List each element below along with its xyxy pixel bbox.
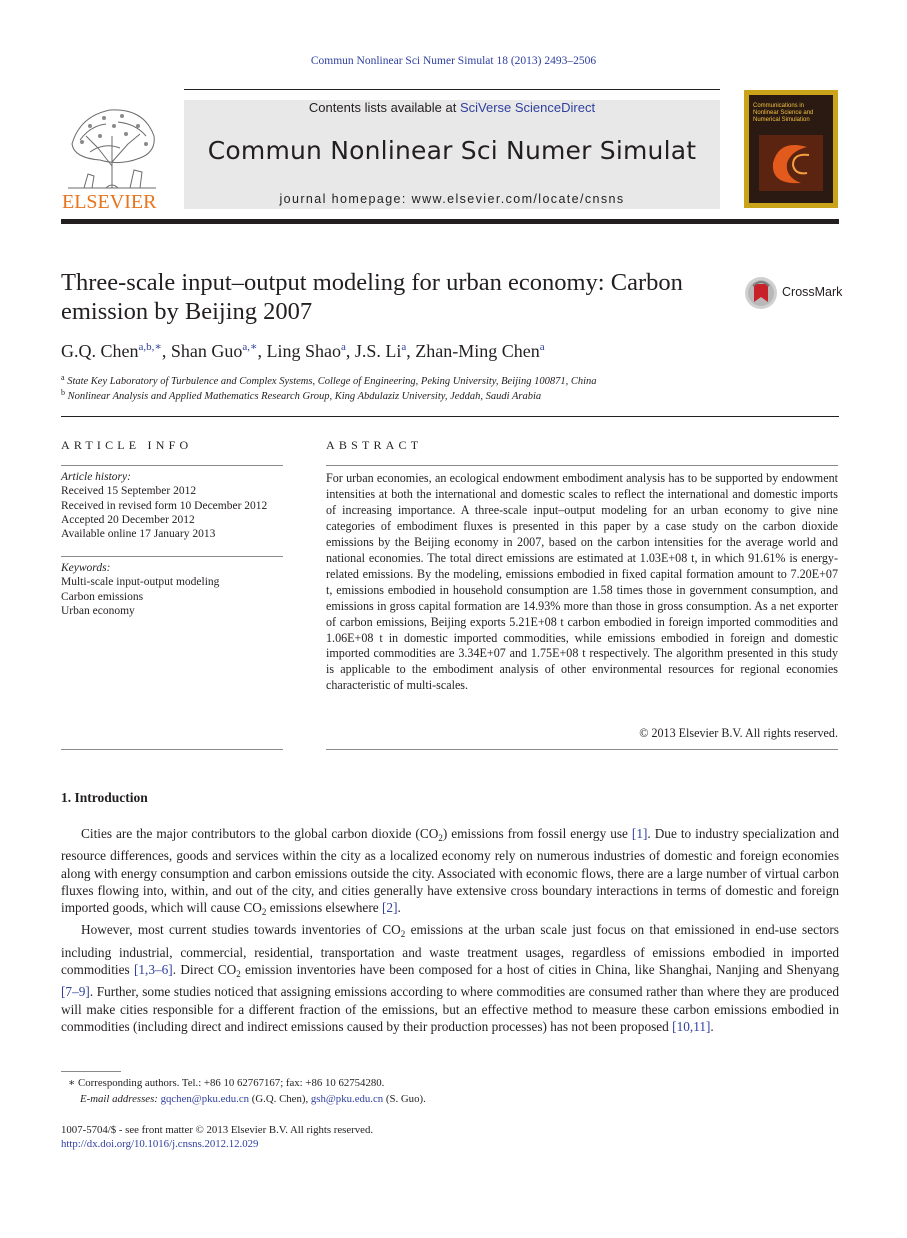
footnote-issn: 1007-5704/$ - see front matter © 2013 Elsevier B.V. All rights reserved. <box>61 1124 374 1136</box>
text-run: Cities are the major contributors to the global carbon dioxide (CO <box>81 826 439 841</box>
journal-title: Commun Nonlinear Sci Numer Simulat <box>207 136 697 165</box>
elsevier-logo[interactable] <box>60 96 164 210</box>
affiliation-marker: b <box>61 388 65 397</box>
crossmark-label[interactable]: CrossMark <box>782 285 843 299</box>
text-run: . Direct CO <box>172 962 237 978</box>
author-list: G.Q. Chen$^{a,b,∗}$, Shan Guo$^{a,∗}$, Ling Shao$^a$, J.S. Li$^a$, Zhan-Ming Chen$^a$ <box>61 341 545 361</box>
author-name: G.Q. Chen <box>61 341 139 361</box>
text-run: . Further, some studies noticed that assigning emissions according to where commodities are consumed rather than where they are produced will make cities responsible for a different fraction of the emissions, but an effective method to measure these carbon emissions embodied in commodities (including direct and indirect emissions caused by their production processes) has not been proposed <box>61 984 839 1034</box>
author-affil-ref[interactable]: a <box>340 341 346 353</box>
abstract-heading: ABSTRACT <box>326 438 423 452</box>
author-name: Shan Guo <box>170 341 243 361</box>
contents-prefix: Contents lists available at <box>308 100 460 115</box>
keywords <box>61 561 291 618</box>
header-top-rule <box>184 89 720 90</box>
affiliation-rule <box>61 416 839 417</box>
text-run: However, most current studies towards inventories of CO <box>81 922 401 938</box>
text-run: . <box>397 900 401 916</box>
subscript: 2 <box>261 907 267 918</box>
text-run: ) emissions from fossil energy use <box>442 826 632 841</box>
text-run: . Due to industry specialization and resource differences, goods and services within the city as a localized economy rely on numerous industries of domestic and foreign economies along with energy consumption and carbon emissions outside the city. Associated with economic flows, there are a large number of virtual carbon fluxes flowing into, within, and out of the city, and cities generally have extensive cross boundary interactions in terms of domestic and foreign imported goods, which will cause CO <box>61 826 839 916</box>
author-affil-ref[interactable]: a,b,∗ <box>138 341 162 353</box>
subscript: 2 <box>438 833 443 843</box>
affiliation-b <box>61 388 541 402</box>
intro-paragraph-1 <box>61 825 839 921</box>
keywords-label: Keywords: <box>61 562 111 574</box>
journal-cover-art <box>749 95 833 203</box>
author-affil-ref[interactable]: a <box>539 341 545 353</box>
keyword-item: Multi-scale input-output modeling <box>61 576 220 589</box>
abstract-copyright: © 2013 Elsevier B.V. All rights reserved. <box>639 726 838 740</box>
email-owner: (G.Q. Chen), <box>249 1093 311 1105</box>
subscript: 2 <box>400 929 406 940</box>
history-revised: Received in revised form 10 December 2012 <box>61 499 268 512</box>
author-affil-ref[interactable]: a <box>401 341 407 353</box>
abstract-rule <box>326 465 838 466</box>
text-run: emissions elsewhere <box>266 900 382 916</box>
email-label: E-mail addresses: <box>80 1093 161 1105</box>
email-link[interactable]: gqchen@pku.edu.cn <box>160 1093 250 1105</box>
cover-title: Communications in Nonlinear Science and Numerical Simulation <box>753 103 814 123</box>
article-title: Three-scale input–output modeling for urban economy: Carbon emission by Beijing 2007 <box>61 269 683 325</box>
text-run: emission inventories have been composed for a host of cities in China, like Shanghai, Nanjing and Shenyang <box>240 962 839 978</box>
footnote-corresponding: ∗ Corresponding authors. Tel.: +86 10 62767167; fax: +86 10 62754280. <box>68 1077 385 1089</box>
cover-swirl-icon <box>749 129 833 199</box>
reference-link[interactable]: [1] <box>631 826 648 841</box>
affiliation-text: Nonlinear Analysis and Applied Mathematics Research Group, King Abdulaziz University, Jeddah, Saudi Arabia <box>67 391 542 402</box>
footnote-emails <box>80 1091 426 1107</box>
header-thick-rule <box>61 219 839 224</box>
keyword-item: Carbon emissions <box>61 590 144 603</box>
sciencedirect-link[interactable]: SciVerse ScienceDirect <box>459 100 596 115</box>
abstract-text: For urban economies, an ecological endowment embodiment analysis has to be supported by endowment intensities at both the international and domestic scales to reflect the international and domestic imports of increasing importance. A three-scale input–output modeling for an urban economy to give nine categories of embodiment fluxes is presented in this paper by a case study on the carbon dioxide emissions by the Beijing economy in 2007, based on the carbon intensities for the average world and national economies. The total direct emissions are estimated at 1.03E+08 t, in which 91.61% is energy-related emissions. By the modeling, emissions embodied in fixed capital formation amount to 7.20E+07 t, emissions embodied in household consumption are 1.58 times those in government consumption, and emissions in gross capital formation are 14.93% more than those in gross consumption. As a net exporter of carbon emissions, Beijing exports 5.21E+08 t carbon embodied in foreign imported commodities and 1.06E+08 t in domestic imported commodities, while emissions embodied in foreign and domestic imported commodities are 3.34E+07 and 1.75E+08 t respectively. The algorithm presented in this study is applicable to the embodiment analysis of other environmental resources for regional economies characteristic of multi-scales. <box>326 471 838 693</box>
history-accepted: Accepted 20 December 2012 <box>61 513 195 526</box>
intro-body <box>61 825 839 1035</box>
article-info-bottom-rule <box>61 749 283 750</box>
author-name: J.S. Li <box>354 341 402 361</box>
contents-line <box>184 100 720 115</box>
history-received: Received 15 September 2012 <box>61 485 197 498</box>
author-name: Zhan-Ming Chen <box>415 341 540 361</box>
intro-paragraph-2 <box>61 921 839 1035</box>
text-run: emissions at the urban scale just focus on that emissioned in end-use sectors including industrial, commercial, residential, transportation and waste treatment usages, regardless of emissions embodied in imported commodities <box>61 922 839 978</box>
text-run: . <box>710 1018 714 1034</box>
abstract-bottom-rule <box>326 749 838 750</box>
author-name: Ling Shao <box>266 341 341 361</box>
elsevier-wordmark: ELSEVIER <box>62 191 157 210</box>
journal-homepage[interactable]: journal homepage: www.elsevier.com/locate/cnsns <box>279 192 625 206</box>
subscript: 2 <box>236 969 241 980</box>
keyword-item: Urban economy <box>61 604 135 617</box>
affiliation-text: State Key Laboratory of Turbulence and Complex Systems, College of Engineering, Peking University, Beijing 100871, China <box>67 376 597 387</box>
reference-link[interactable]: [1,3–6] <box>133 962 173 978</box>
history-label: Article history: <box>61 471 131 483</box>
crossmark-icon[interactable] <box>744 276 780 312</box>
history-online: Available online 17 January 2013 <box>61 528 216 541</box>
footnote-rule <box>61 1071 121 1072</box>
reference-link[interactable]: [7–9] <box>61 984 90 1000</box>
elsevier-tree-icon <box>60 96 164 210</box>
article-info-heading: ARTICLE INFO <box>61 438 193 452</box>
section-heading-introduction: 1. Introduction <box>61 790 148 805</box>
doi-link[interactable]: http://dx.doi.org/10.1016/j.cnsns.2012.12.029 <box>61 1138 259 1150</box>
journal-cover[interactable] <box>744 90 838 208</box>
keywords-rule <box>61 556 283 557</box>
article-history <box>61 470 291 541</box>
author-affil-ref[interactable]: a,∗ <box>242 341 258 353</box>
article-info-rule <box>61 465 283 466</box>
reference-link[interactable]: [10,11] <box>672 1018 711 1034</box>
reference-link[interactable]: [2] <box>382 900 398 916</box>
email-link[interactable]: gsh@pku.edu.cn <box>310 1093 384 1105</box>
journal-citation[interactable]: Commun Nonlinear Sci Numer Simulat 18 (2013) 2493–2506 <box>310 55 597 67</box>
affiliation-marker: a <box>61 373 65 382</box>
affiliation-a <box>61 373 597 387</box>
email-owner: (S. Guo). <box>383 1093 426 1105</box>
